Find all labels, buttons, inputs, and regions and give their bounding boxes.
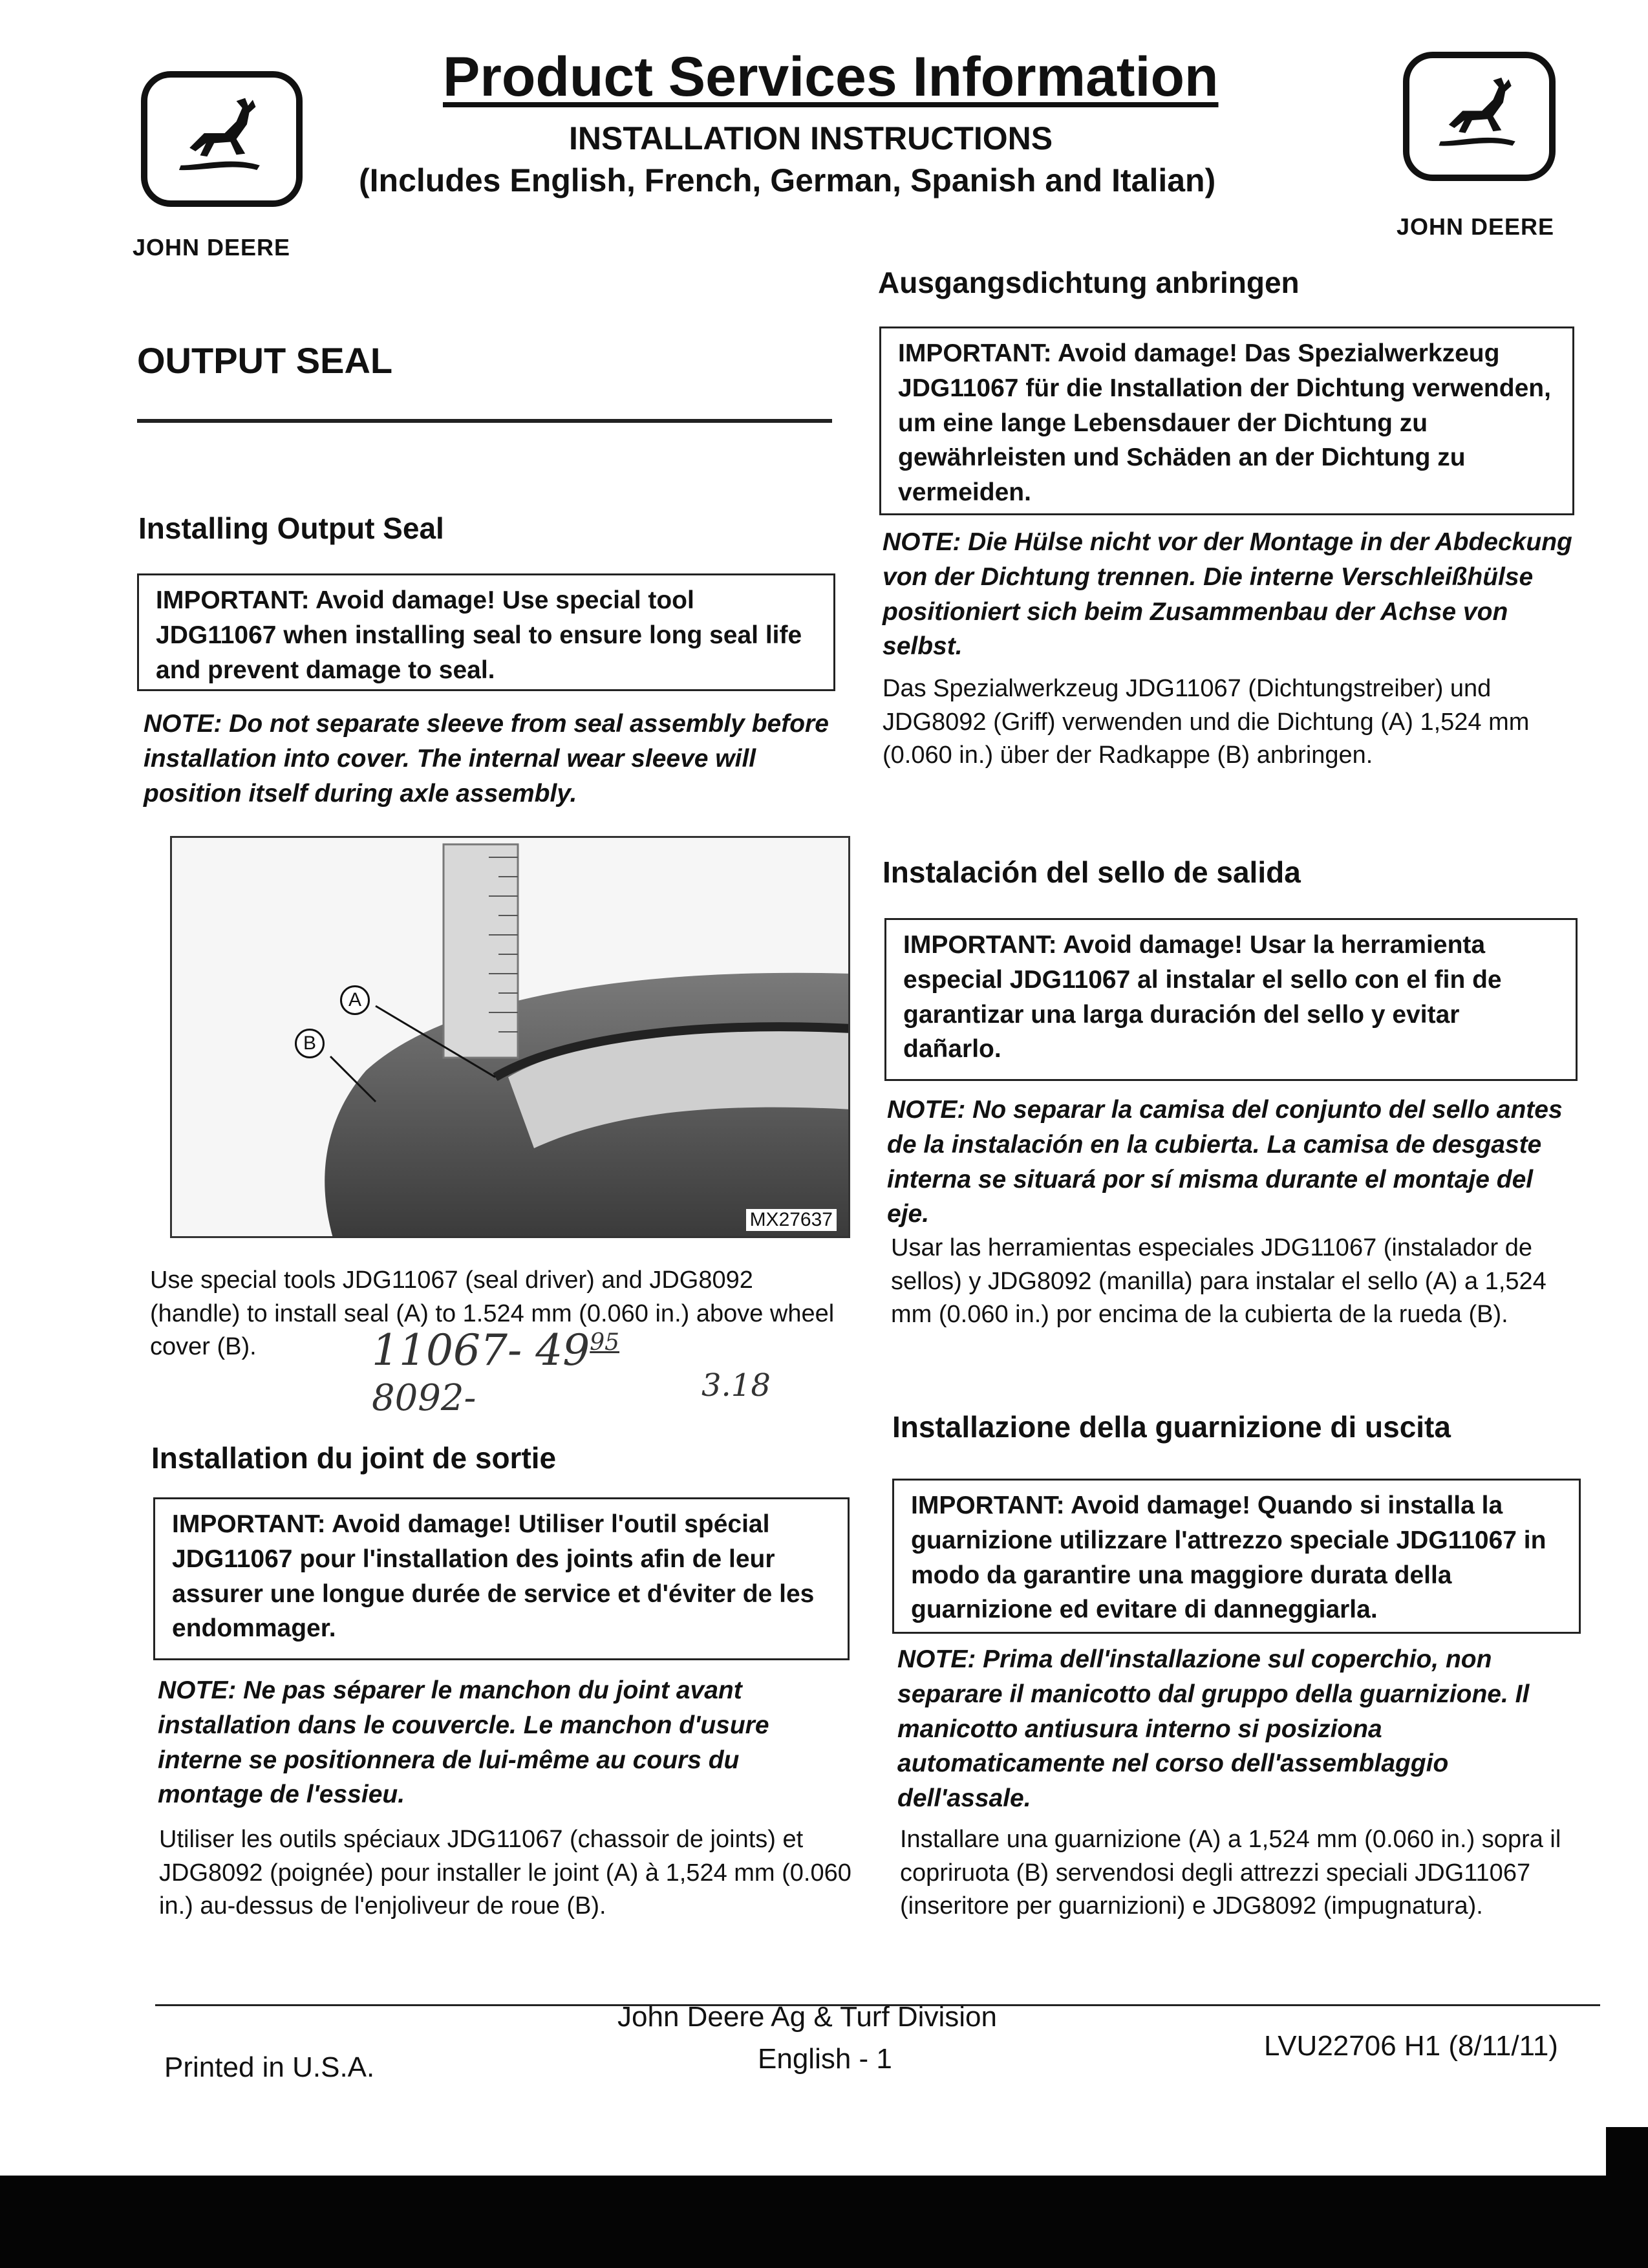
seal-photo-illustration: [172, 838, 850, 1238]
section-title: OUTPUT SEAL: [137, 340, 393, 381]
spanish-note: NOTE: No separar la camisa del conjunto del sello antes de la instalación en la cubierta. La camisa de desgaste interna se situará por sí misma durante el montaje del eje.: [887, 1096, 1563, 1228]
spanish-heading: Instalación del sello de salida: [883, 855, 1301, 889]
english-body: Use special tools JDG11067 (seal driver) and JDG8092 (handle) to install seal (A) to 1.524 mm (0.060 in.) above wheel cover (B).: [150, 1267, 835, 1361]
german-heading: Ausgangsdichtung anbringen: [878, 266, 1300, 299]
french-important-box: IMPORTANT: Avoid damage! Utiliser l'outil spécial JDG11067 pour l'installation des joints afin de leur assurer une longue durée de service et d'éviter de les endommager.: [153, 1497, 850, 1660]
handwritten-note-1-sup: 95: [590, 1329, 620, 1356]
printed-in: Printed in U.S.A.: [164, 2051, 375, 2083]
division-name: John Deere Ag & Turf Division: [617, 2001, 997, 2033]
brand-name-left: JOHN DEERE: [133, 234, 291, 261]
handwritten-note-3: 3.18: [701, 1367, 771, 1404]
callout-b: [295, 1029, 325, 1058]
page-title: Product Services Information: [443, 46, 1219, 108]
figure-id: MX27637: [746, 1209, 837, 1231]
john-deere-logo-left: [141, 71, 303, 207]
english-note: NOTE: Do not separate sleeve from seal assembly before installation into cover. The internal wear sleeve will position itself during axle assembly.: [144, 710, 829, 808]
callout-a-label: A: [348, 989, 361, 1011]
section-divider: [137, 419, 832, 423]
brand-name-right: JOHN DEERE: [1397, 213, 1555, 240]
italian-important-box: IMPORTANT: Avoid damage! Quando si installa la guarnizione utilizzare l'attrezzo speciale JDG11067 in modo da garantire una maggiore durata della guarnizione ed evitare di danneggiarla.: [892, 1479, 1581, 1634]
french-note: NOTE: Ne pas séparer le manchon du joint avant installation dans le couvercle. Le manchon d'usure interne se positionnera de lui-même au cours du montage de l'essieu.: [158, 1676, 769, 1809]
italian-body: Installare una guarnizione (A) a 1,524 mm (0.060 in.) sopra il copriruota (B) servendosi degli attrezzi speciali JDG11067 (inseritore per guarnizioni) e JDG8092 (impugnatura).: [900, 1826, 1561, 1920]
callout-b-label: B: [303, 1032, 316, 1054]
page-subtitle: INSTALLATION INSTRUCTIONS: [569, 120, 1053, 156]
spanish-important-box: IMPORTANT: Avoid damage! Usar la herramienta especial JDG11067 al instalar el sello con el fin de garantizar una larga duración del sello y evitar dañarlo.: [884, 918, 1578, 1081]
german-note: NOTE: Die Hülse nicht vor der Montage in der Abdeckung von der Dichtung trennen. Die interne Verschleißhülse positioniert sich beim Zusammenbau der Achse von selbst.: [883, 528, 1572, 661]
italian-heading: Installazione della guarnizione di uscita: [892, 1410, 1451, 1444]
english-important-box: IMPORTANT: Avoid damage! Use special tool JDG11067 when installing seal to ensure long seal life and prevent damage to seal.: [137, 573, 835, 691]
handwritten-note-1-text: 11067- 49: [372, 1325, 590, 1375]
languages-note: (Includes English, French, German, Spanish and Italian): [359, 162, 1216, 198]
spanish-body: Usar las herramientas especiales JDG11067 (instalador de sellos) y JDG8092 (manilla) para instalar el sello (A) a 1,524 mm (0.060 in.) por encima de la cubierta de la rueda (B).: [891, 1234, 1546, 1329]
scan-bottom-edge: [0, 2176, 1648, 2268]
scan-right-edge: [1606, 2127, 1648, 2205]
callout-a: [340, 985, 370, 1015]
deer-icon: [1409, 58, 1549, 175]
seal-installation-photo: [170, 836, 850, 1238]
john-deere-logo-right: [1403, 52, 1556, 181]
english-heading: Installing Output Seal: [138, 511, 444, 545]
handwritten-note-2: 8092-: [372, 1377, 476, 1419]
handwritten-note-1: [372, 1325, 619, 1375]
german-important-box: IMPORTANT: Avoid damage! Das Spezialwerkzeug JDG11067 für die Installation der Dichtung verwenden, um eine lange Lebensdauer der Dichtung zu gewährleisten und Schäden an der Dichtung zu vermeiden.: [879, 326, 1574, 515]
document-id: LVU22706 H1 (8/11/11): [1264, 2030, 1558, 2062]
deer-icon: [147, 78, 296, 200]
page-number: English - 1: [758, 2043, 892, 2075]
french-body: Utiliser les outils spéciaux JDG11067 (chassoir de joints) et JDG8092 (poignée) pour installer le joint (A) à 1,524 mm (0.060 in.) au-dessus de l'enjoliveur de roue (B).: [159, 1826, 851, 1920]
german-body: Das Spezialwerkzeug JDG11067 (Dichtungstreiber) und JDG8092 (Griff) verwenden und die Dichtung (A) 1,524 mm (0.060 in.) über der Radkappe (B) anbringen.: [883, 675, 1530, 769]
french-heading: Installation du joint de sortie: [151, 1441, 557, 1475]
italian-note: NOTE: Prima dell'installazione sul coperchio, non separare il manicotto dal gruppo della guarnizione. Il manicotto antiusura interno si posiziona automaticamente nel corso dell'assemblaggio dell'assale.: [897, 1645, 1530, 1813]
